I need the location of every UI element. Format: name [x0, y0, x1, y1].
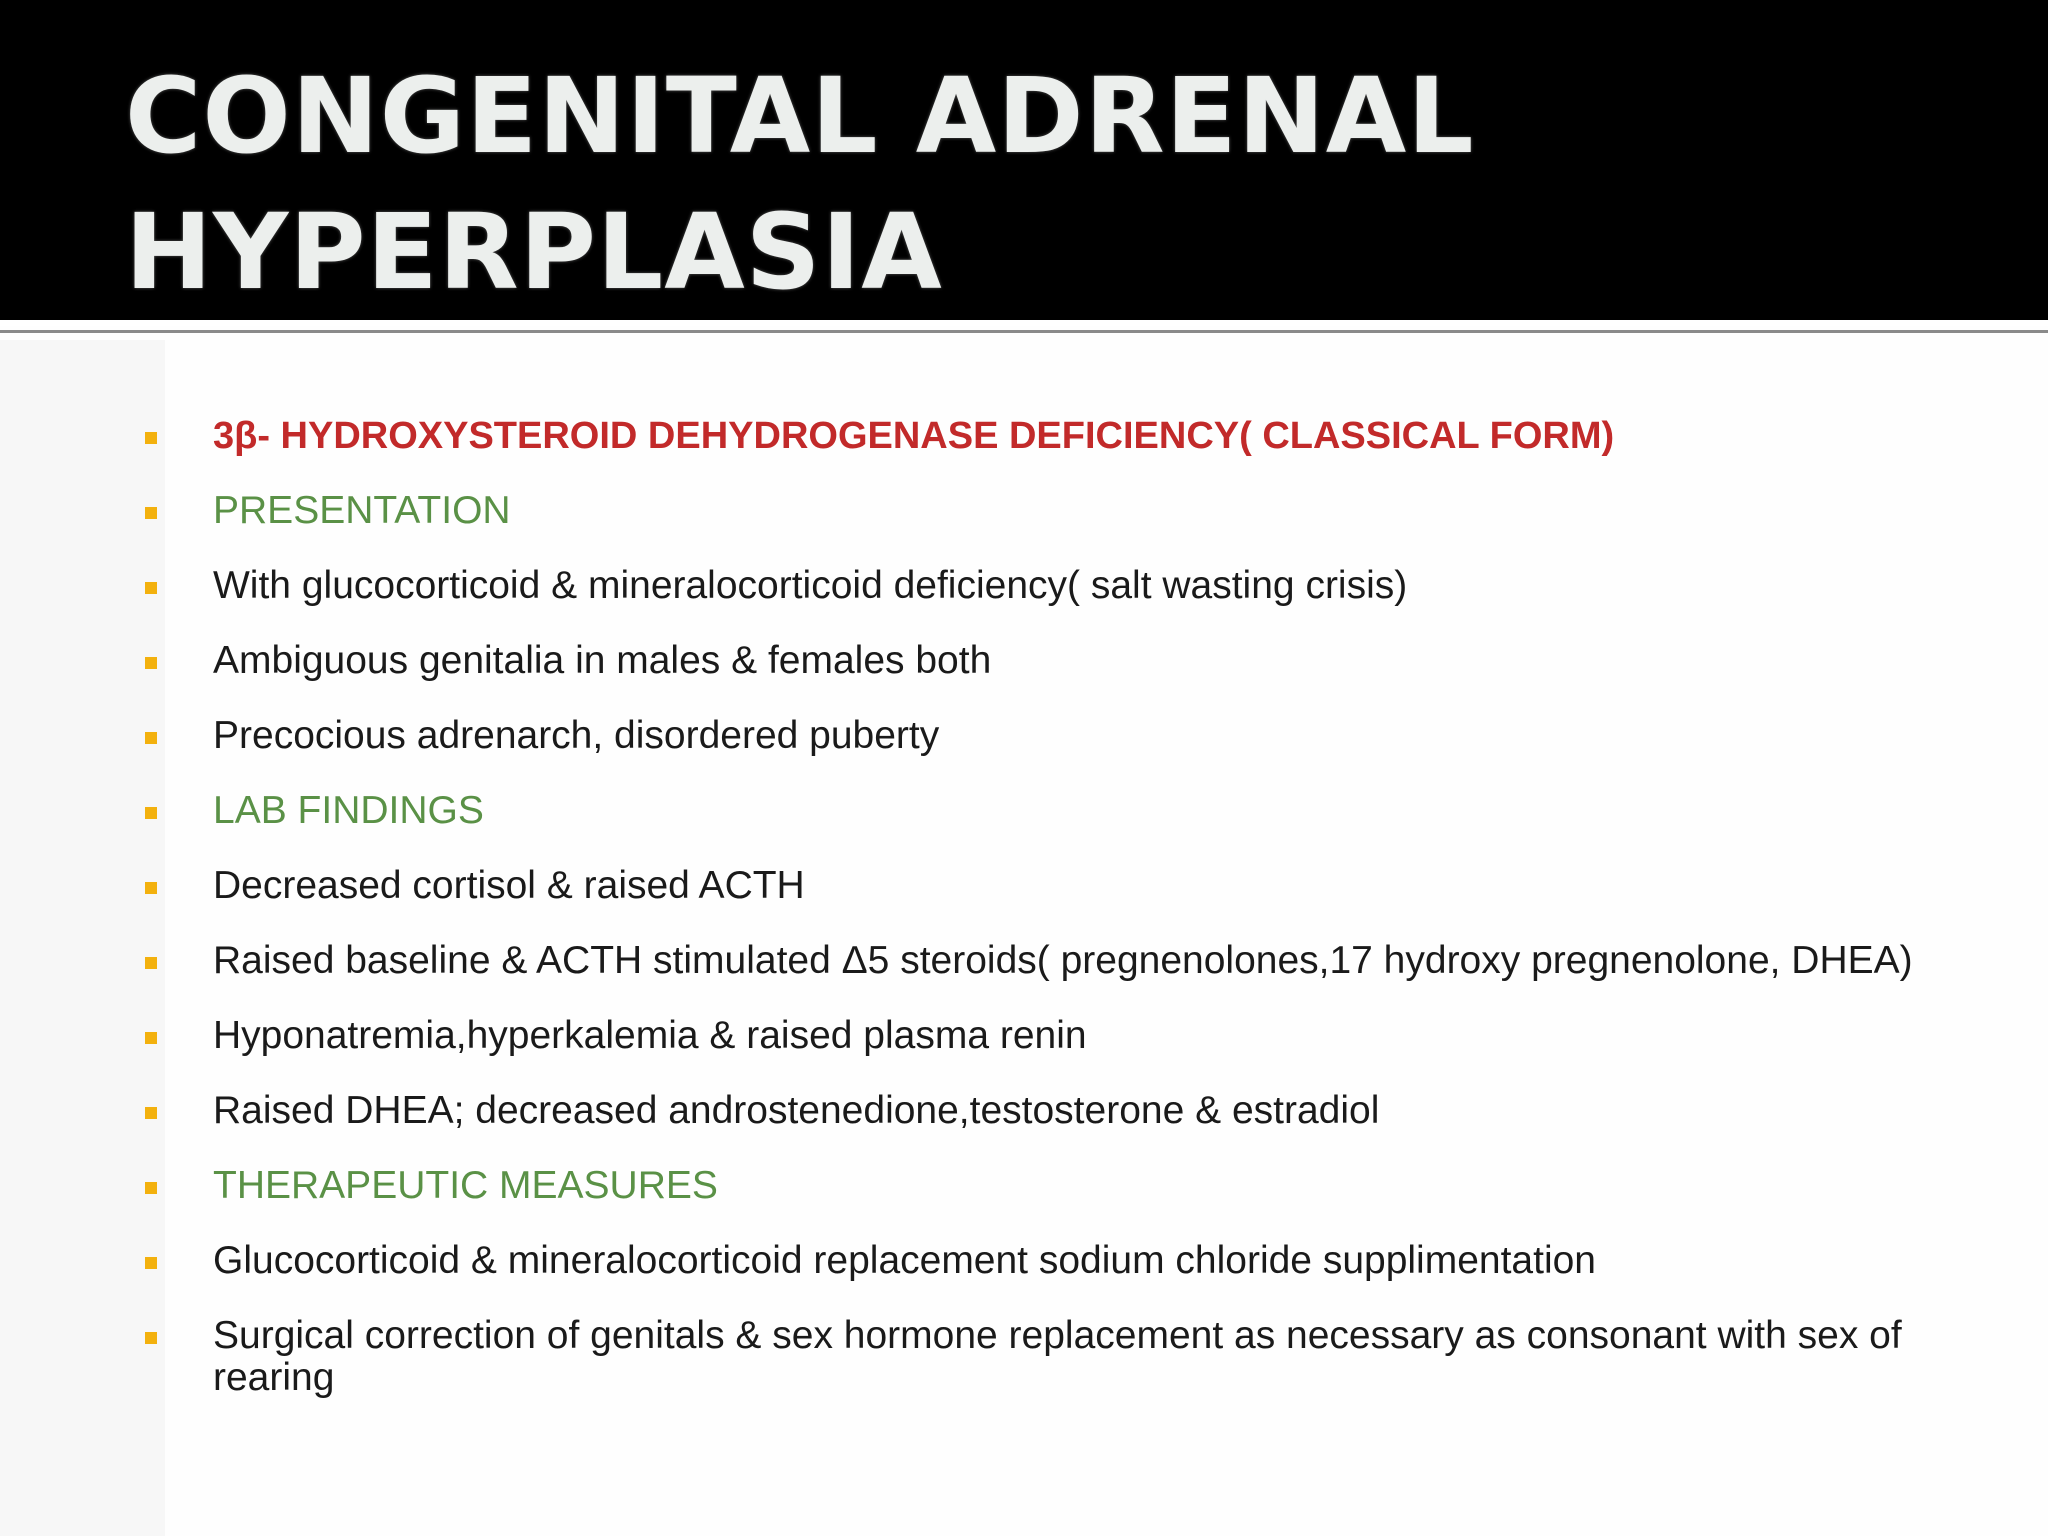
bullet-square-icon [145, 582, 157, 594]
bullet-text: Precocious adrenarch, disordered puberty [213, 714, 940, 757]
bullet-text: Glucocorticoid & mineralocorticoid replacement sodium chloride supplimentation [213, 1239, 1596, 1282]
bullet-square-icon [145, 1032, 157, 1044]
bullet-text: Decreased cortisol & raised ACTH [213, 864, 805, 907]
bullet-square-icon [145, 882, 157, 894]
slide-title [125, 48, 1625, 320]
bullet-text: LAB FINDINGS [213, 789, 484, 832]
bullet-square-icon [145, 1332, 157, 1344]
bullet-square-icon [145, 1107, 157, 1119]
slide-title-line-2: HYPERPLASIA [125, 191, 943, 313]
bullet-square-icon [145, 507, 157, 519]
bullet-text: 3β- HYDROXYSTEROID DEHYDROGENASE DEFICIENCY( CLASSICAL FORM) [213, 415, 1615, 457]
bullet-text: THERAPEUTIC MEASURES [213, 1164, 718, 1207]
title-divider-white [0, 320, 2048, 326]
bullet-square-icon [145, 957, 157, 969]
bullet-text: Raised DHEA; decreased androstenedione,testosterone & estradiol [213, 1089, 1380, 1132]
title-divider-grey [0, 330, 2048, 333]
bullet-square-icon [145, 1257, 157, 1269]
bullet-square-icon [145, 432, 157, 444]
bullet-text: PRESENTATION [213, 489, 511, 532]
bullet-square-icon [145, 807, 157, 819]
bullet-text: Raised baseline & ACTH stimulated Δ5 steroids( pregnenolones,17 hydroxy pregnenolone, DHEA) [213, 939, 1913, 982]
slide-title-line-1: CONGENITAL ADRENAL [125, 55, 1475, 177]
bullet-square-icon [145, 1182, 157, 1194]
left-margin-shade [0, 340, 165, 1536]
bullet-text: Hyponatremia,hyperkalemia & raised plasma renin [213, 1014, 1087, 1057]
bullet-text: Ambiguous genitalia in males & females both [213, 639, 992, 682]
bullet-square-icon [145, 657, 157, 669]
bullet-text: Surgical correction of genitals & sex hormone replacement as necessary as consonant with sex of rearing [213, 1314, 1902, 1399]
bullet-text: With glucocorticoid & mineralocorticoid deficiency( salt wasting crisis) [213, 564, 1408, 607]
title-band [0, 0, 2048, 320]
bullet-square-icon [145, 732, 157, 744]
